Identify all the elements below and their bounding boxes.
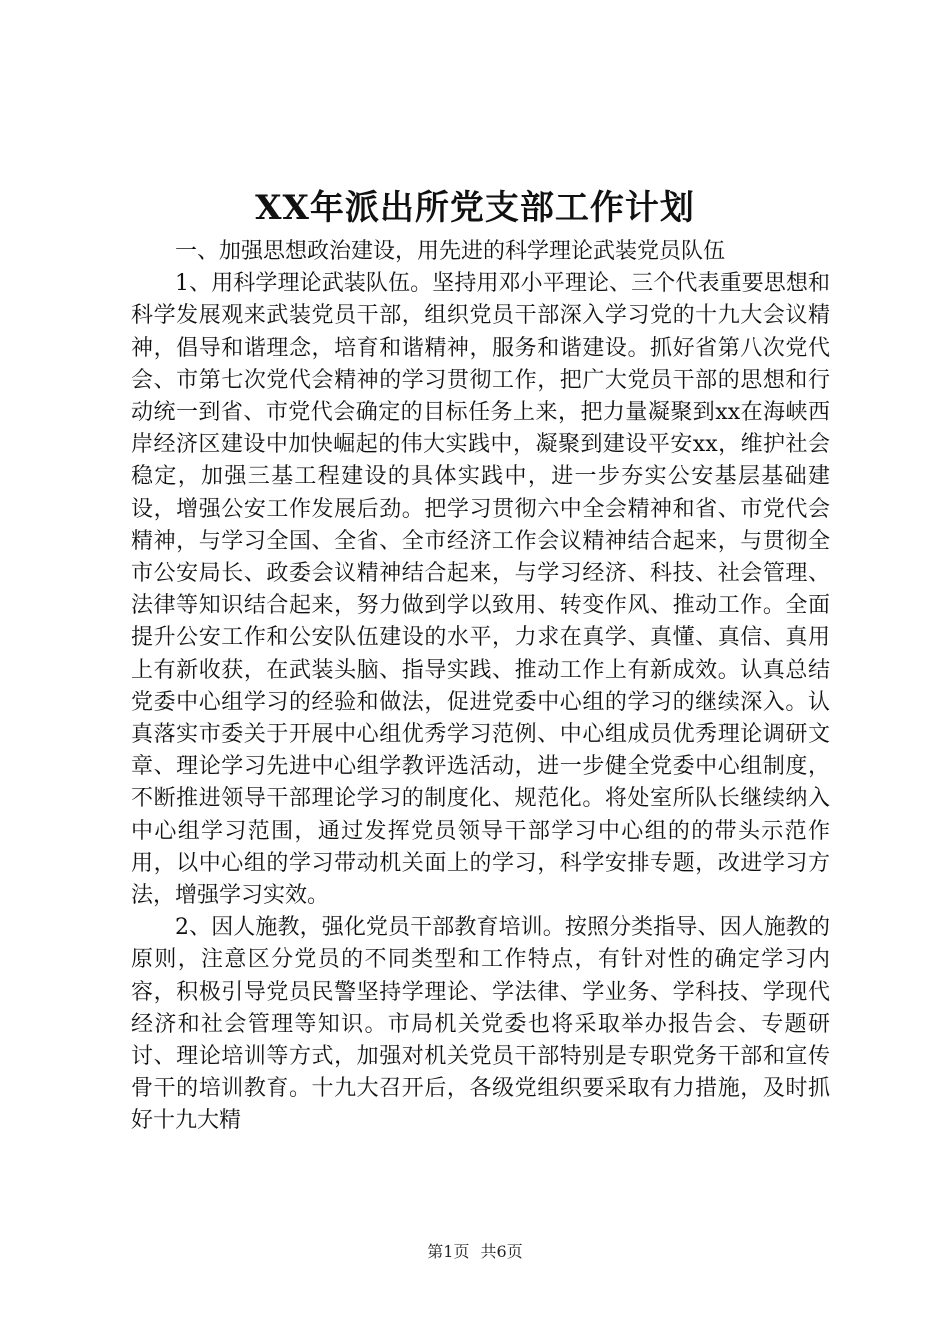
body-paragraph: 1、用科学理论武装队伍。坚持用邓小平理论、三个代表重要思想和科学发展观来武装党员干部，组织党员干部深入学习党的十九大会议精神，倡导和谐理念，培育和谐精神，服务和谐建设。抓好省第八次党代会、市第七次党代会精神的学习贯彻工作，把广大党员干部的思想和行动统一到省、市党代会确定的目标任务上来，把力量凝聚到xx在海峡西岸经济区建设中加快崛起的伟大实践中，凝聚到建设平安xx，维护社会稳定，加强三基工程建设的具体实践中，进一步夯实公安基层基础建设，增强公安工作发展后劲。把学习贯彻六中全会精神和省、市党代会精神，与学习全国、全省、全市经济工作会议精神结合起来，与贯彻全市公安局长、政委会议精神结合起来，与学习经济、科技、社会管理、法律等知识结合起来，努力做到学以致用、转变作风、推动工作。全面提升公安工作和公安队伍建设的水平，力求在真学、真懂、真信、真用上有新收获，在武装头脑、指导实践、推动工作上有新成效。认真总结党委中心组学习的经验和做法，促进党委中心组的学习的继续深入。认真落实市委关于开展中心组优秀学习范例、中心组成员优秀理论调研文章、理论学习先进中心组学教评选活动，进一步健全党委中心组制度，不断推进领导干部理论学习的制度化、规范化。将处室所队长继续纳入中心组学习范围，通过发挥党员领导干部学习中心组的的带头示范作用，以中心组的学习带动机关面上的学习，科学安排专题，改进学习方法，增强学习实效。: [131, 271, 830, 909]
document-body: [131, 236, 830, 1138]
section-heading: 一、加强思想政治建设，用先进的科学理论武装党员队伍: [175, 239, 726, 264]
body-paragraph: 2、因人施教，强化党员干部教育培训。按照分类指导、因人施教的原则，注意区分党员的不同类型和工作特点，有针对性的确定学习内容，积极引导党员民警坚持学理论、学法律、学业务、学科技、学现代经济和社会管理等知识。市局机关党委也将采取举办报告会、专题研讨、理论培训等方式，加强对机关党员干部特别是专职党务干部和宣传骨干的培训教育。十九大召开后，各级党组织要采取有力措施，及时抓好十九大精: [131, 915, 830, 1134]
page-footer: [0, 1241, 950, 1263]
page-total: 共6页: [480, 1242, 523, 1261]
document-title: XX年派出所党支部工作计划: [255, 188, 695, 228]
page-number: 第1页: [427, 1242, 470, 1261]
